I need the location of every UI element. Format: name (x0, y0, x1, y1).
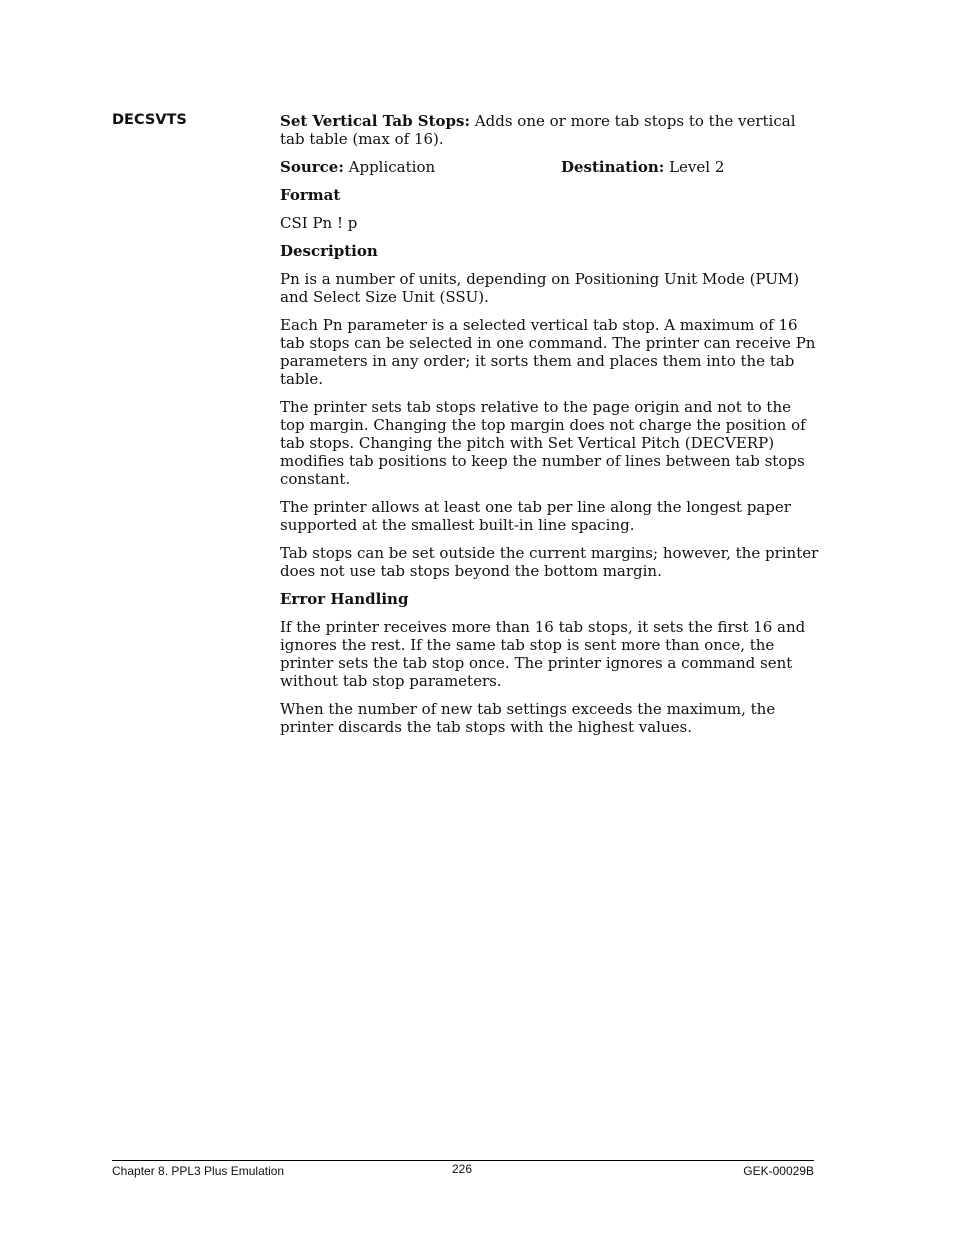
command-title-text: Adds one or more tab stops to the vertical tab table (max of 16). (280, 112, 796, 148)
source (280, 158, 435, 176)
description-paragraph: Tab stops can be set outside the current margins; however, the printer does not use tab stops beyond the bottom margin. (280, 544, 819, 580)
error-handling-paragraph: When the number of new tab settings exceeds the maximum, the printer discards the tab stops with the highest values. (280, 700, 776, 736)
format-syntax: CSI Pn ! p (280, 214, 358, 232)
destination-value: Level 2 (664, 158, 725, 176)
command-name: DECSVTS (112, 112, 187, 128)
source-destination-row (280, 158, 820, 176)
footer-chapter: Chapter 8. PPL3 Plus Emulation (112, 1164, 285, 1178)
source-value: Application (343, 158, 436, 176)
description-paragraph: Pn is a number of units, depending on Positioning Unit Mode (PUM) and Select Size Unit (SSU). (280, 270, 800, 306)
format-heading: Format (280, 186, 341, 204)
footer-doc-id: GEK-00029B (743, 1164, 814, 1178)
description-heading: Description (280, 242, 378, 260)
footer-divider (112, 1160, 814, 1161)
command-content (280, 112, 820, 746)
error-handling-heading: Error Handling (280, 590, 409, 608)
destination (561, 158, 724, 176)
error-handling-paragraph: If the printer receives more than 16 tab stops, it sets the first 16 and ignores the rest. If the same tab stop is sent more than once, the printer sets the tab stop once. The printer ignores a command sent without tab stop parameters. (280, 618, 806, 690)
description-paragraph: Each Pn parameter is a selected vertical tab stop. A maximum of 16 tab stops can be selected in one command. The printer can receive Pn parameters in any order; it sorts them and places them into the tab table. (280, 316, 816, 388)
description-paragraph: The printer sets tab stops relative to the page origin and not to the top margin. Changing the top margin does not charge the position of tab stops. Changing the pitch with Set Vertical Pitch (DECVERP) modifies tab positions to keep the number of lines between tab stops constant. (280, 398, 806, 488)
destination-label: Destination: (561, 158, 665, 176)
footer-page-number: 226 (452, 1162, 473, 1176)
command-summary (280, 112, 820, 148)
source-label: Source: (280, 158, 344, 176)
command-title: Set Vertical Tab Stops: (280, 112, 471, 130)
description-paragraph: The printer allows at least one tab per line along the longest paper supported at the smallest built-in line spacing. (280, 498, 791, 534)
